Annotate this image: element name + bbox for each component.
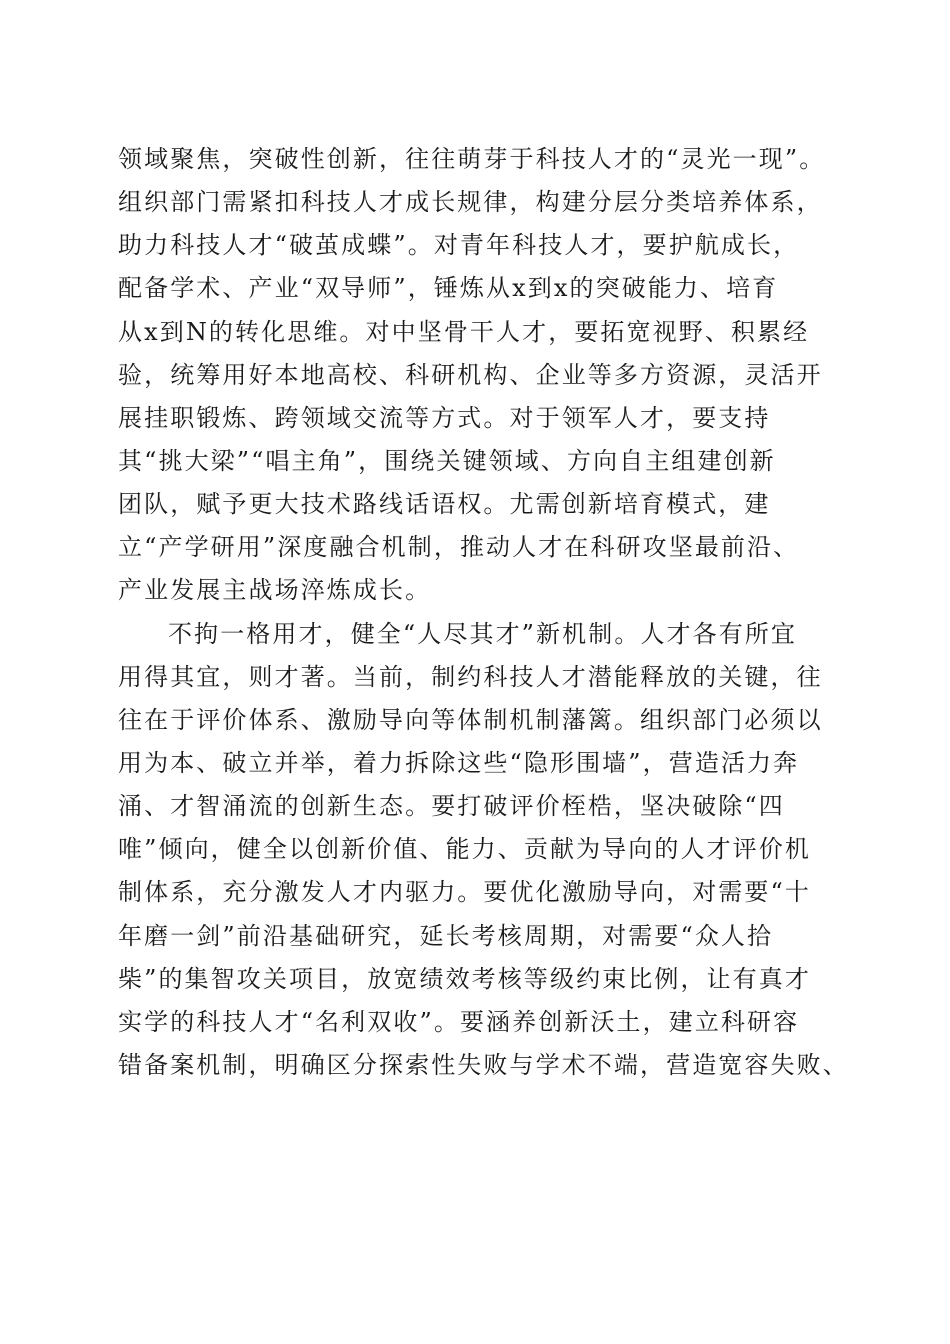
text-line: 从x到N的转化思维。对中坚骨干人才，要拓宽视野、积累经 [118,317,810,346]
paragraph-2 [118,613,858,1088]
text-line: 组织部门需紧扣科技人才成长规律，构建分层分类培养体系， [118,188,823,217]
text-line: 领域聚焦，突破性创新，往往萌芽于科技人才的“灵光一现”。 [118,145,826,173]
text-line: 涌、才智涌流的创新生态。要打破评价桎梏，坚决破除“四 [118,792,785,821]
text-line: 其“挑大梁”“唱主角”，围绕关键领域、方向自主组建创新 [118,446,776,475]
text-line: 立“产学研用”深度融合机制，推动人才在科研攻坚最前沿、 [118,533,800,562]
paragraph-1 [118,138,858,613]
text-line: 团队，赋予更大技术路线话语权。尤需创新培育模式，建 [118,490,771,519]
text-line: 年磨一剑”前沿基础研究，延长考核周期，对需要“众人拾 [118,921,774,950]
text-line: 实学的科技人才“名利双收”。要涵养创新沃土，建立科研容 [118,1007,800,1036]
text-line: 用得其宜，则才著。当前，制约科技人才潜能释放的关键，往 [118,662,823,691]
text-line-first-indented: 不拘一格用才，健全“人尽其才”新机制。人才各有所宜 [168,619,798,648]
text-line: 配备学术、产业“双导师”，锤炼从x到x的突破能力、培育 [118,274,779,303]
text-line: 助力科技人才“破茧成蝶”。对青年科技人才，要护航成长， [118,231,800,260]
text-line: 用为本、破立并举，着力拆除这些“隐形围墙”，营造活力奔 [118,748,800,777]
text-line: 制体系，充分激发人才内驱力。要优化激励导向，对需要“十 [118,878,811,907]
text-line: 验，统筹用好本地高校、科研机构、企业等多方资源，灵活开 [118,360,823,389]
text-line: 往在于评价体系、激励导向等体制机制藩篱。组织部门必须以 [118,705,823,734]
text-line: 唯”倾向，健全以创新价值、能力、贡献为导向的人才评价机 [118,835,811,864]
text-line: 展挂职锻炼、跨领域交流等方式。对于领军人才，要支持 [118,403,771,432]
text-line: 产业发展主战场淬炼成长。 [118,576,432,605]
body-text [118,138,858,1087]
text-line: 错备案机制，明确区分探索性失败与学术不端，营造宽容失败、 [118,1050,849,1079]
text-line: 柴”的集智攻关项目，放宽绩效考核等级约束比例，让有真才 [118,964,811,993]
